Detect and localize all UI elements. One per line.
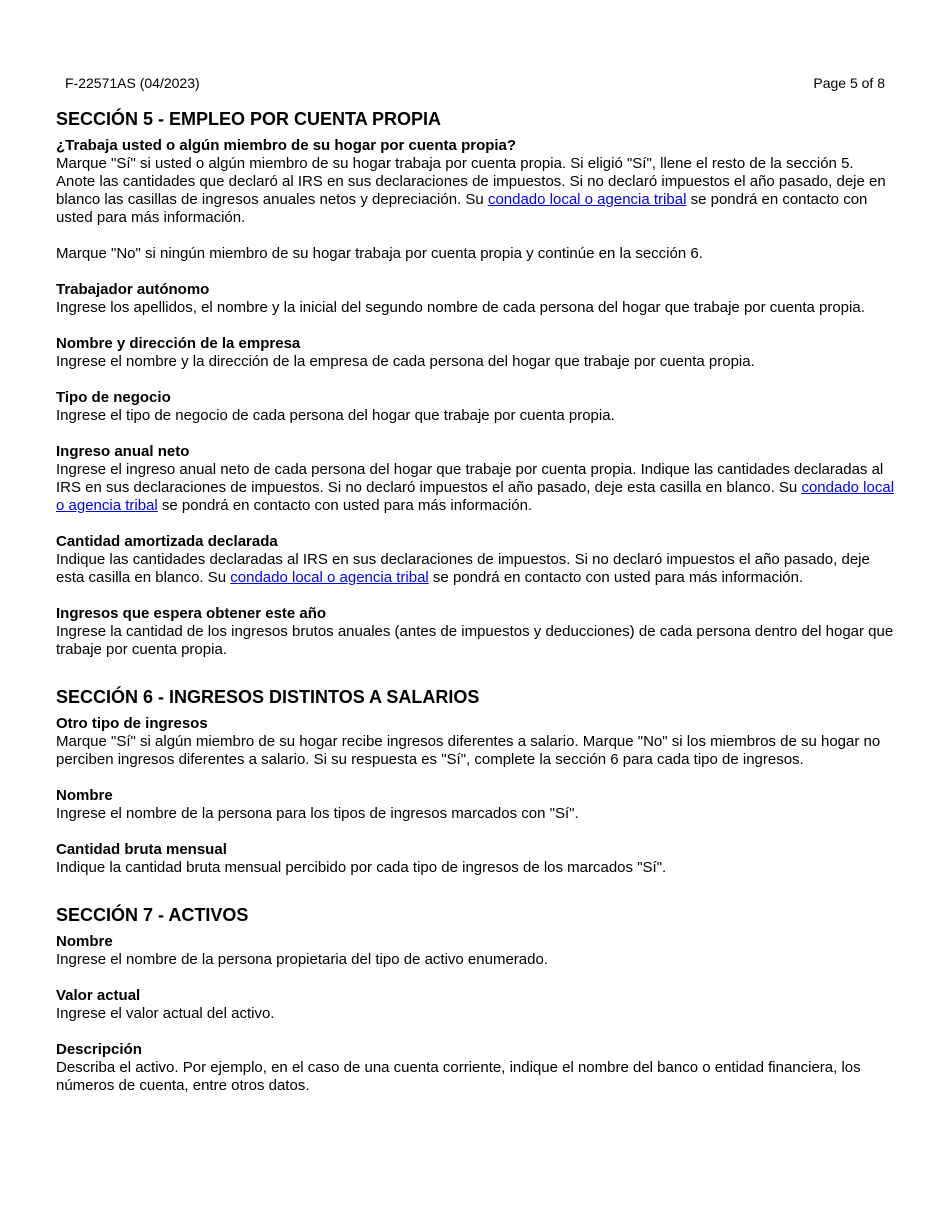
self-employed-worker-text: Ingrese los apellidos, el nombre y la inicial del segundo nombre de cada persona del hogar que trabaje por cuenta propia.: [56, 299, 865, 316]
current-value: [56, 987, 896, 1023]
self-employment-question-heading: ¿Trabaja usted o algún miembro de su hogar por cuenta propia?: [56, 137, 517, 154]
current-value-text: Ingrese el valor actual del activo.: [56, 1005, 275, 1022]
county-tribal-agency-link[interactable]: condado local o agencia tribal: [56, 479, 895, 514]
asset-description-heading: Descripción: [56, 1041, 142, 1058]
no-instruction: [56, 245, 896, 263]
gross-monthly-amount-heading: Cantidad bruta mensual: [56, 841, 227, 858]
expected-income: [56, 605, 896, 659]
text-part: se pondrá en contacto con usted para más información.: [56, 191, 868, 226]
business-type: [56, 389, 896, 425]
asset-owner-name: [56, 933, 896, 969]
asset-description-text: Describa el activo. Por ejemplo, en el caso de una cuenta corriente, indique el nombre del banco o entidad financiera, los números de cuenta, entre otros datos.: [56, 1059, 861, 1094]
gross-monthly-amount-text: Indique la cantidad bruta mensual percibido por cada tipo de ingresos de los marcados "Sí".: [56, 859, 667, 876]
page-number: Page 5 of 8: [813, 75, 885, 91]
expected-income-text: Ingrese la cantidad de los ingresos brutos anuales (antes de impuestos y deducciones) de cada persona dentro del hogar que trabaje por cuenta propia.: [56, 623, 894, 658]
income-name: [56, 787, 896, 823]
county-tribal-agency-link[interactable]: condado local o agencia tribal: [487, 191, 687, 208]
no-instruction-text: Marque "No" si ningún miembro de su hogar trabaja por cuenta propia y continúe en la sección 6.: [56, 245, 703, 262]
self-employment-question: [56, 137, 896, 227]
business-name-address-text: Ingrese el nombre y la dirección de la empresa de cada persona del hogar que trabaje por cuenta propia.: [56, 353, 755, 370]
page-content: [56, 108, 896, 1095]
business-name-address: [56, 335, 896, 371]
depreciation-claimed: [56, 533, 896, 587]
income-name-text: Ingrese el nombre de la persona para los tipos de ingresos marcados con "Sí".: [56, 805, 579, 822]
depreciation-claimed-text: [56, 551, 896, 587]
asset-owner-name-heading: Nombre: [56, 933, 113, 950]
text-part: Indique las cantidades declaradas al IRS en sus declaraciones de impuestos. Si no declaró impuestos el año pasado, deje esta casilla en blanco. Su: [56, 551, 870, 586]
other-income: [56, 715, 896, 769]
gross-monthly-amount: [56, 841, 896, 877]
text-part: Marque "Sí" si usted o algún miembro de su hogar trabaja por cuenta propia. Si eligió "Sí", llene el resto de la sección 5. Anote las cantidades que declaró al IRS en sus declaraciones de impuestos. Si no declaró impuestos el año pasado, deje en blanco las casillas de ingresos anuales netos y depreciación. Su: [56, 155, 886, 208]
section-5-title: SECCIÓN 5 - EMPLEO POR CUENTA PROPIA: [56, 109, 442, 129]
business-type-heading: Tipo de negocio: [56, 389, 171, 406]
text-part: se pondrá en contacto con usted para más información.: [157, 497, 533, 514]
self-employed-worker-heading: Trabajador autónomo: [56, 281, 210, 298]
text-part: se pondrá en contacto con usted para más información.: [428, 569, 804, 586]
section-7-title: SECCIÓN 7 - ACTIVOS: [56, 905, 249, 925]
other-income-heading: Otro tipo de ingresos: [56, 715, 208, 732]
expected-income-heading: Ingresos que espera obtener este año: [56, 605, 327, 622]
current-value-heading: Valor actual: [56, 987, 141, 1004]
text-part: Ingrese el ingreso anual neto de cada persona del hogar que trabaje por cuenta propia. Indique las cantidades declaradas al IRS en sus declaraciones de impuestos. Si no declaró impuestos el año pasado, deje esta casilla en blanco. Su: [56, 461, 884, 496]
county-tribal-agency-link[interactable]: condado local o agencia tribal: [230, 569, 429, 586]
net-annual-income-text: [56, 461, 896, 515]
income-name-heading: Nombre: [56, 787, 113, 804]
business-type-text: Ingrese el tipo de negocio de cada persona del hogar que trabaje por cuenta propia.: [56, 407, 615, 424]
business-name-address-heading: Nombre y dirección de la empresa: [56, 335, 301, 352]
asset-owner-name-text: Ingrese el nombre de la persona propietaria del tipo de activo enumerado.: [56, 951, 548, 968]
depreciation-claimed-heading: Cantidad amortizada declarada: [56, 533, 278, 550]
net-annual-income: [56, 443, 896, 515]
other-income-text: Marque "Sí" si algún miembro de su hogar recibe ingresos diferentes a salario. Marque "No" si los miembros de su hogar no perciben ingresos diferentes a salario. Si su respuesta es "Sí", complete la sección 6 para cada tipo de ingresos.: [56, 733, 881, 768]
self-employment-question-text: [56, 155, 896, 227]
section-6-title: SECCIÓN 6 - INGRESOS DISTINTOS A SALARIOS: [56, 687, 480, 707]
form-id: F-22571AS (04/2023): [65, 75, 200, 91]
net-annual-income-heading: Ingreso anual neto: [56, 443, 190, 460]
asset-description: [56, 1041, 896, 1095]
self-employed-worker: [56, 281, 896, 317]
